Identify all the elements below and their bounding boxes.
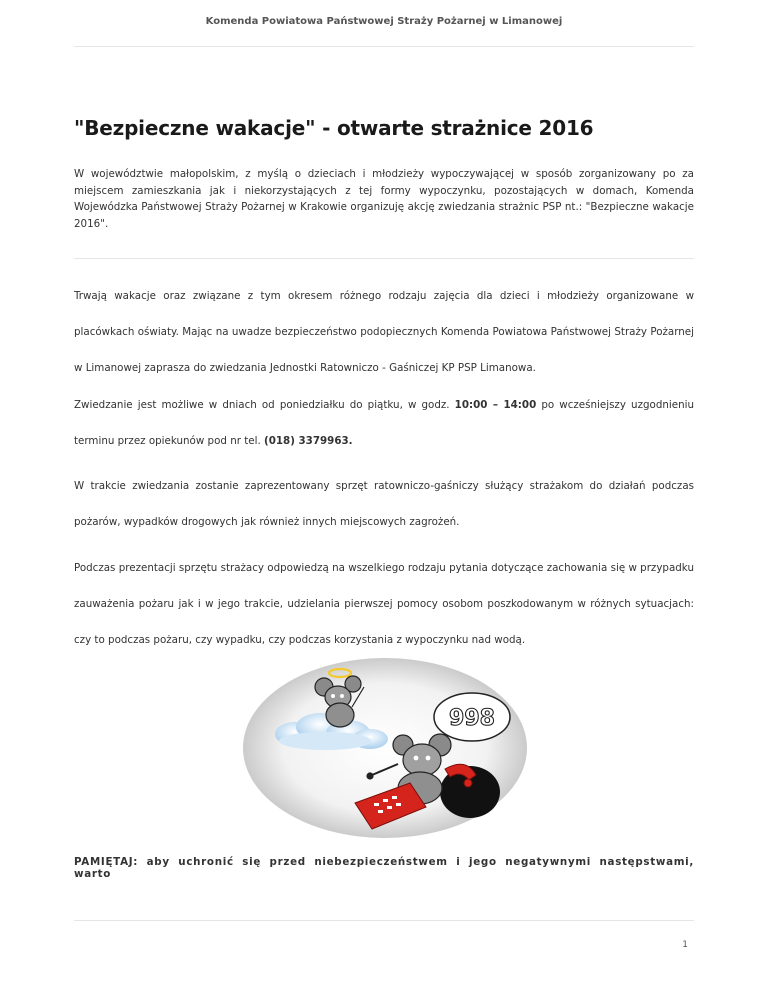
remember-note: PAMIĘTAJ: aby uchronić się przed niebezpieczeństwem i jego negatywnymi następstwami, warto bbox=[74, 856, 694, 880]
paragraph-intro: Trwają wakacje oraz związane z tym okresem różnego rodzaju zajęcia dla dzieci i młodzieży organizowane w placówkach oświaty. Mając na uwadze bezpieczeństwo podopiecznych Komenda Powiatowa Państwowej Straży Pożarnej w Limanowej zaprasza do zwiedzania Jednostki Ratowniczo - Gaśniczej KP PSP Limanowa. bbox=[74, 290, 694, 374]
bubble-number: 998 bbox=[449, 706, 495, 731]
page-number: 1 bbox=[682, 940, 688, 950]
visiting-hours-text: Zwiedzanie jest możliwe w dniach od poniedziałku do piątku, w godz. bbox=[74, 399, 455, 411]
paragraph-equipment: W trakcie zwiedzania zostanie zaprezentowany sprzęt ratowniczo-gaśniczy służący strażakom do działań podczas pożarów, wypadków drogowych jak również innych miejscowych zagrożeń. bbox=[74, 480, 694, 528]
visiting-hours: 10:00 – 14:00 bbox=[454, 399, 537, 411]
lead-divider bbox=[74, 258, 694, 259]
article-lead: W województwie małopolskim, z myślą o dzieciach i młodzieży wypoczywającej w sposób zorganizowany po za miejscem zamieszkania jak i niekorzystających z tej formy wypoczynku, pozostających w domach, Komenda Wojewódzka Państwowej Straży Pożarnej w Krakowie organizuję akcję zwiedzania strażnic PSP nt.: "Bezpieczne wakacje 2016". bbox=[74, 168, 694, 230]
paragraph-visiting-hours bbox=[74, 387, 694, 459]
page-header: Komenda Powiatowa Państwowej Straży Pożarnej w Limanowej bbox=[205, 16, 563, 27]
mouse-illustration bbox=[240, 657, 530, 840]
visiting-hours-text-2: po wcześniejszy uzgodnieniu terminu przez opiekunów pod nr tel. bbox=[74, 399, 694, 447]
article-title: "Bezpieczne wakacje" - otwarte strażnice 2016 bbox=[74, 116, 594, 140]
paragraph-questions: Podczas prezentacji sprzętu strażacy odpowiedzą na wszelkiego rodzaju pytania dotyczące zachowania się w przypadku zauważenia pożaru jak i w jego trakcie, udzielania pierwszej pomocy osobom poszkodowanym w różnych sytuacjach: czy to podczas pożaru, czy wypadku, czy podczas korzystania z wypoczynku nad wodą. bbox=[74, 562, 694, 646]
phone-number: (018) 3379963. bbox=[264, 435, 353, 447]
footer-divider bbox=[74, 920, 694, 921]
header-divider bbox=[74, 46, 694, 47]
